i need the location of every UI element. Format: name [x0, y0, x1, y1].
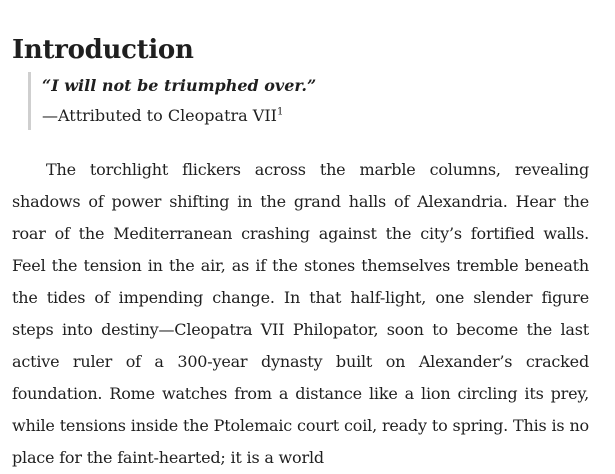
- chapter-heading: Introduction: [12, 35, 194, 65]
- attribution-text: —Attributed to Cleopatra VII: [42, 106, 277, 125]
- footnote-reference[interactable]: 1: [276, 106, 284, 118]
- epigraph-quote: “I will not be triumphed over.”: [42, 76, 317, 95]
- epigraph-attribution: [42, 105, 428, 127]
- body-paragraph: The torchlight flickers across the marble columns, revealing shadows of power shifting in the grand halls of Alexandria. Hear the roar of the Mediterranean crashing against the city’s fortified walls. Feel the tension in the air, as if the stones themselves tremble beneath the tides of impending change. In that half-light, one slender figure steps into destiny—Cleopatra VII Philopator, soon to become the last active ruler of a 300-year dynasty built on Alexander’s cracked foundation. Rome watches from a distance like a lion circling its prey, while tensions inside the Ptolemaic court coil, ready to spring. This is no place for the faint-hearted; it is a world: [12, 160, 589, 467]
- epigraph-block: [28, 72, 428, 130]
